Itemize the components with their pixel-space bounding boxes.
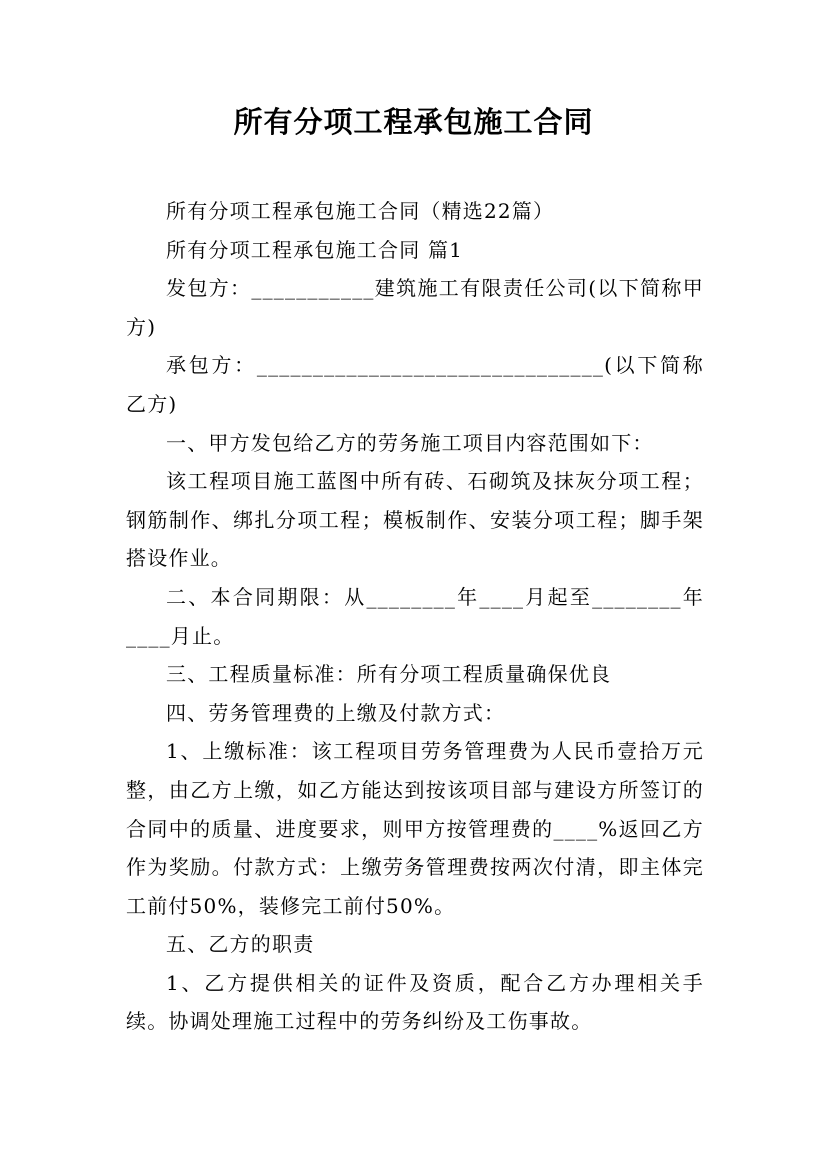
paragraph-section-2: 二、本合同期限：从________年____月起至________年____月止。 bbox=[126, 584, 704, 648]
paragraph-scope: 该工程项目施工蓝图中所有砖、石砌筑及抹灰分项工程；钢筋制作、绑扎分项工程；模板制作、安装分项工程；脚手架搭设作业。 bbox=[126, 469, 704, 571]
paragraph-article-heading: 所有分项工程承包施工合同 篇1 bbox=[166, 237, 464, 262]
paragraph-party-a: 发包方：___________建筑施工有限责任公司(以下简称甲方) bbox=[126, 276, 704, 339]
paragraph-section-4: 四、劳务管理费的上缴及付款方式： bbox=[166, 700, 506, 725]
paragraph-section-3: 三、工程质量标准：所有分项工程质量确保优良 bbox=[166, 662, 612, 687]
paragraph-payment: 1、上缴标准：该工程项目劳务管理费为人民币壹拾万元整，由乙方上缴，如乙方能达到按该项目部与建设方所签订的合同中的质量、进度要求，则甲方按管理费的____%返回乙方作为奖励。付款方式：上缴劳务管理费按两次付清，即主体完工前付50%，装修完工前付50%。 bbox=[126, 739, 704, 918]
paragraph-section-5: 五、乙方的职责 bbox=[166, 932, 315, 957]
paragraph-section-1: 一、甲方发包给乙方的劳务施工项目内容范围如下： bbox=[166, 430, 654, 455]
document-title: 所有分项工程承包施工合同 bbox=[233, 105, 594, 139]
paragraph-duties: 1、乙方提供相关的证件及资质，配合乙方办理相关手续。协调处理施工过程中的劳务纠纷及工伤事故。 bbox=[126, 970, 704, 1034]
paragraph-party-b: 承包方：_______________________________(以下简称乙方) bbox=[126, 353, 704, 416]
paragraph-subtitle: 所有分项工程承包施工合同（精选22篇） bbox=[166, 199, 555, 223]
document-body bbox=[126, 192, 704, 1041]
